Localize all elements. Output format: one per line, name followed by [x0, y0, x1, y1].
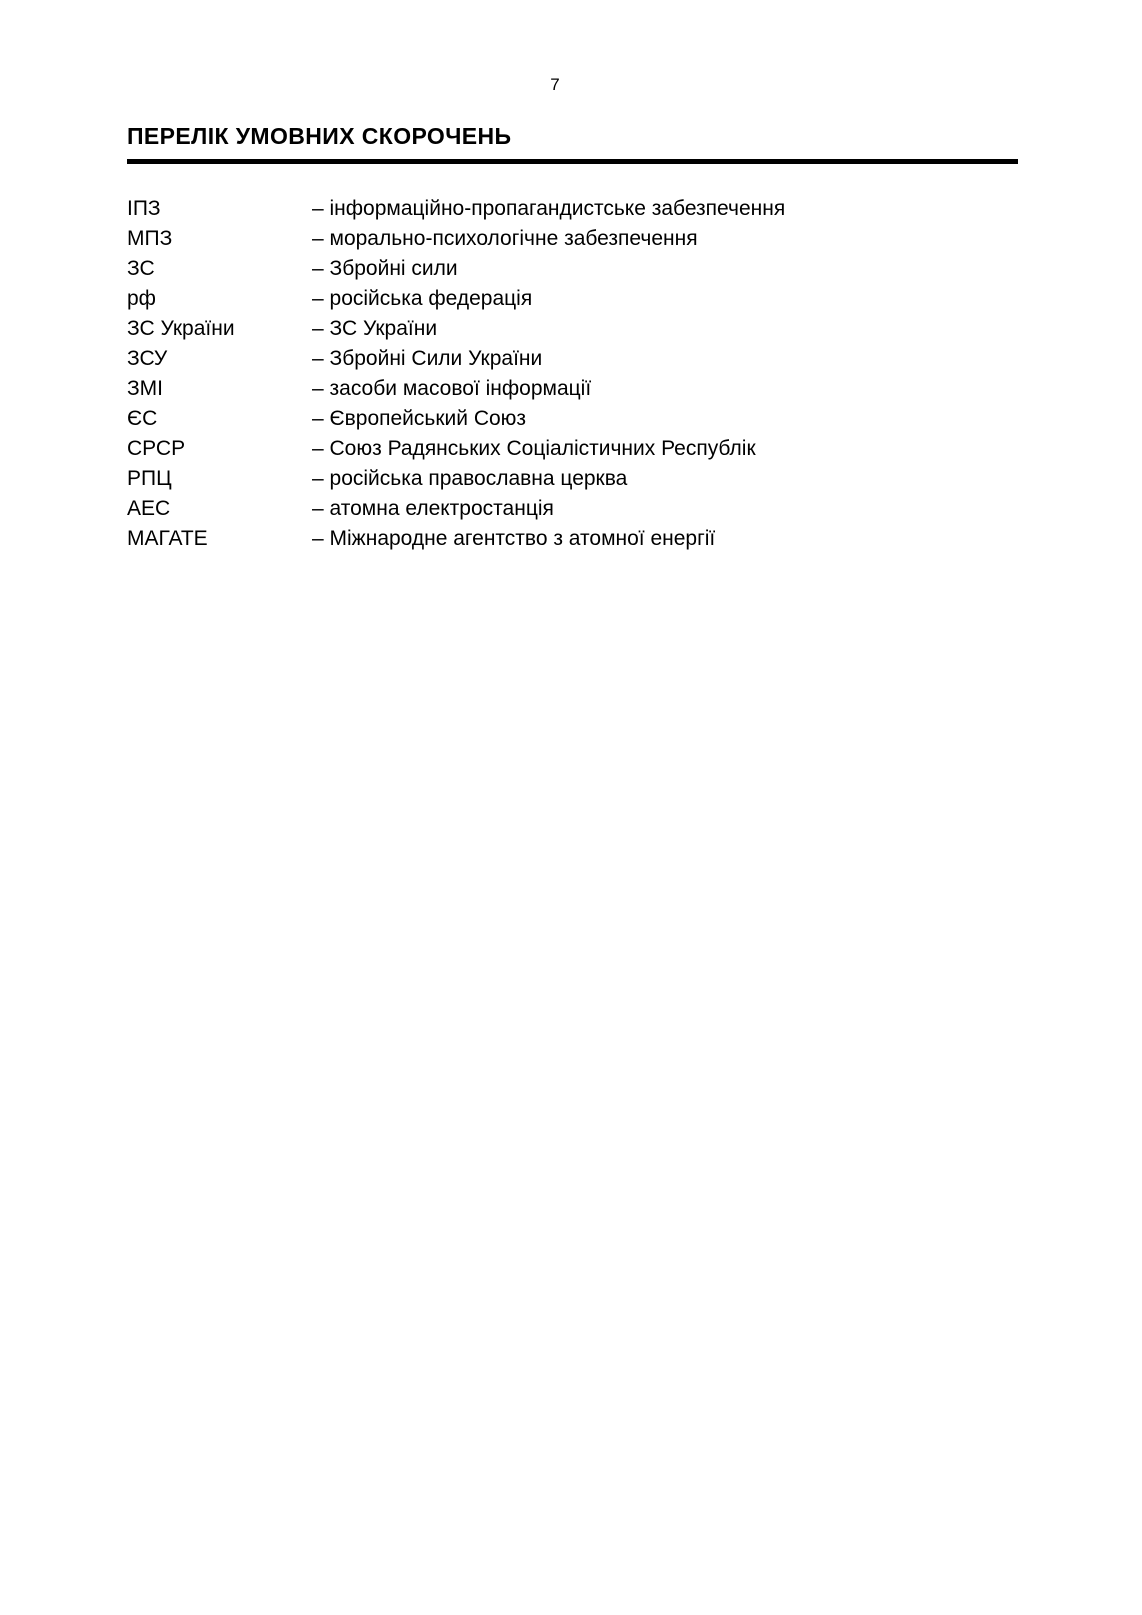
abbreviation-term: рф	[127, 287, 156, 310]
abbreviation-term: ЄС	[127, 407, 158, 430]
abbreviation-definition: – Збройні Сили України	[312, 347, 543, 370]
abbreviation-term: ІПЗ	[127, 197, 161, 220]
abbreviation-definition: – Європейський Союз	[312, 407, 527, 430]
abbreviation-term: СРСР	[127, 437, 186, 460]
list-item	[127, 374, 1017, 404]
abbreviation-term: РПЦ	[127, 467, 172, 490]
abbreviation-definition: – атомна електростанція	[312, 497, 554, 520]
abbreviation-term: ЗМІ	[127, 377, 164, 400]
abbreviation-list	[127, 194, 1017, 554]
list-item	[127, 344, 1017, 374]
abbreviation-term: ЗС	[127, 257, 155, 280]
abbreviation-definition: – засоби масової інформації	[312, 377, 592, 400]
abbreviation-definition: – морально-психологічне забезпечення	[312, 227, 698, 250]
abbreviation-term: ЗСУ	[127, 347, 168, 370]
abbreviation-definition: – Союз Радянських Соціалістичних Республік	[312, 437, 756, 460]
list-item	[127, 494, 1017, 524]
abbreviation-definition: – інформаційно-пропагандистське забезпечення	[312, 197, 786, 220]
abbreviation-definition: – російська православна церква	[312, 467, 628, 490]
abbreviation-definition: – російська федерація	[312, 287, 533, 310]
list-item	[127, 464, 1017, 494]
list-item	[127, 194, 1017, 224]
page-number: 7	[550, 75, 560, 94]
abbreviation-term: ЗС України	[127, 317, 235, 340]
page-title: ПЕРЕЛІК УМОВНИХ СКОРОЧЕНЬ	[127, 123, 512, 149]
list-item	[127, 524, 1017, 554]
abbreviation-definition: – ЗС України	[312, 317, 438, 340]
list-item	[127, 224, 1017, 254]
abbreviation-term: АЕС	[127, 497, 171, 520]
list-item	[127, 404, 1017, 434]
title-underline-rule	[127, 159, 1018, 164]
abbreviation-definition: – Міжнародне агентство з атомної енергії	[312, 527, 716, 550]
list-item	[127, 434, 1017, 464]
abbreviation-term: МПЗ	[127, 227, 173, 250]
abbreviation-term: МАГАТЕ	[127, 527, 208, 550]
abbreviation-definition: – Збройні сили	[312, 257, 458, 280]
list-item	[127, 314, 1017, 344]
list-item	[127, 254, 1017, 284]
list-item	[127, 284, 1017, 314]
